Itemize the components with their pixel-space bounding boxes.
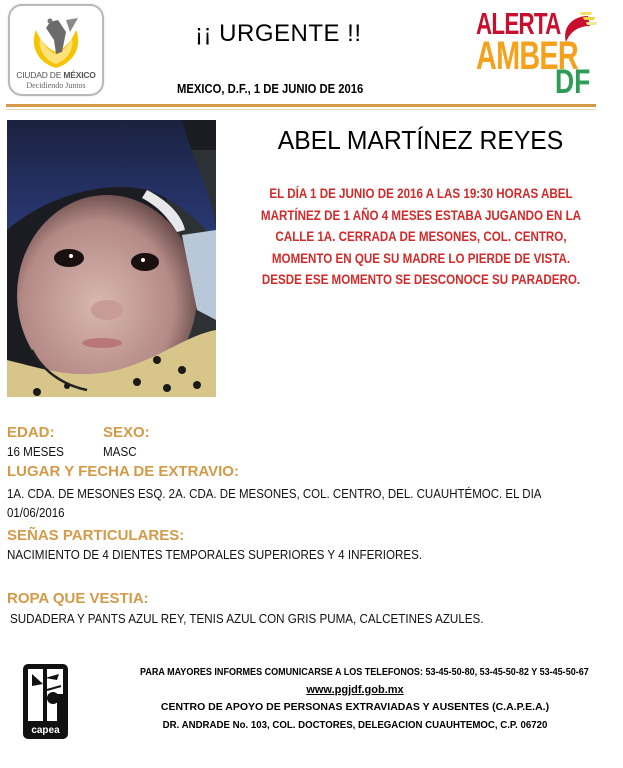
capea-logo [23, 664, 68, 739]
sex-value: MASC [103, 445, 137, 459]
organization-name: CENTRO DE APOYO DE PERSONAS EXTRAVIADAS Y AUSENTES (C.A.P.E.A.) [160, 701, 550, 713]
distinguishing-marks-label: SEÑAS PARTICULARES: [7, 527, 185, 544]
age-label: EDAD: [7, 424, 55, 441]
capea-emblem-icon [23, 664, 68, 739]
distinguishing-marks-value: NACIMIENTO DE 4 DIENTES TEMPORALES SUPERIORES Y 4 INFERIORES. [7, 548, 423, 562]
cdmx-slogan: Decidiendo Juntos [26, 81, 86, 90]
person-name: ABEL MARTÍNEZ REYES [277, 125, 564, 155]
alerta-amber-logo [476, 8, 596, 100]
clothing-label: ROPA QUE VESTIA: [7, 590, 149, 607]
angel-emblem-icon [26, 14, 86, 72]
age-value: 16 MESES [7, 445, 64, 459]
place-date-missing-value: 1A. CDA. DE MESONES ESQ. 2A. CDA. DE MESONES, COL. CENTRO, DEL. CUAUHTÉMOC. EL DIA 01/06/2016 [7, 487, 541, 520]
amber-line1: ALERTA [476, 6, 561, 41]
amber-line3: DF [555, 63, 591, 101]
place-date-missing-label: LUGAR Y FECHA DE EXTRAVIO: [7, 463, 239, 480]
header-divider [6, 104, 596, 107]
clothing-value: SUDADERA Y PANTS AZUL REY, TENIS AZUL CON GRIS PUMA, CALCETINES AZULES. [10, 612, 484, 626]
urgent-title: ¡¡ URGENTE !! [195, 20, 362, 47]
incident-narrative: EL DÍA 1 DE JUNIO DE 2016 A LAS 19:30 HORAS ABEL MARTÍNEZ DE 1 AÑO 4 MESES ESTABA JUGANDO EN LA CALLE 1A. CERRADA DE MESONES, COL. CENTRO, MOMENTO EN QUE SU MADRE LO PIERDE DE VISTA. DESDE ESE MOMENTO SE DESCONOCE SU PARADERO. [260, 186, 582, 288]
svg-text:capea: capea [31, 725, 60, 736]
contact-phones: PARA MAYORES INFORMES COMUNICARSE A LOS TELEFONOS: 53-45-50-80, 53-45-50-82 Y 53-45-50-67 [140, 666, 589, 678]
cdmx-logo [8, 4, 104, 96]
cdmx-name: CIUDAD DE MÉXICO [16, 70, 96, 80]
place-date: MEXICO, D.F., 1 DE JUNIO DE 2016 [177, 82, 364, 96]
missing-person-photo [7, 120, 216, 397]
child-photo-illustration [7, 120, 216, 397]
website-link[interactable]: www.pgjdf.gob.mx [306, 683, 404, 696]
sex-label: SEXO: [103, 424, 150, 441]
organization-address: DR. ANDRADE No. 103, COL. DOCTORES, DELEGACION CUAUHTEMOC, C.P. 06720 [162, 718, 548, 731]
amber-line2: AMBER [476, 34, 579, 78]
footer-contact [105, 664, 605, 734]
header-divider-thin [6, 109, 596, 110]
